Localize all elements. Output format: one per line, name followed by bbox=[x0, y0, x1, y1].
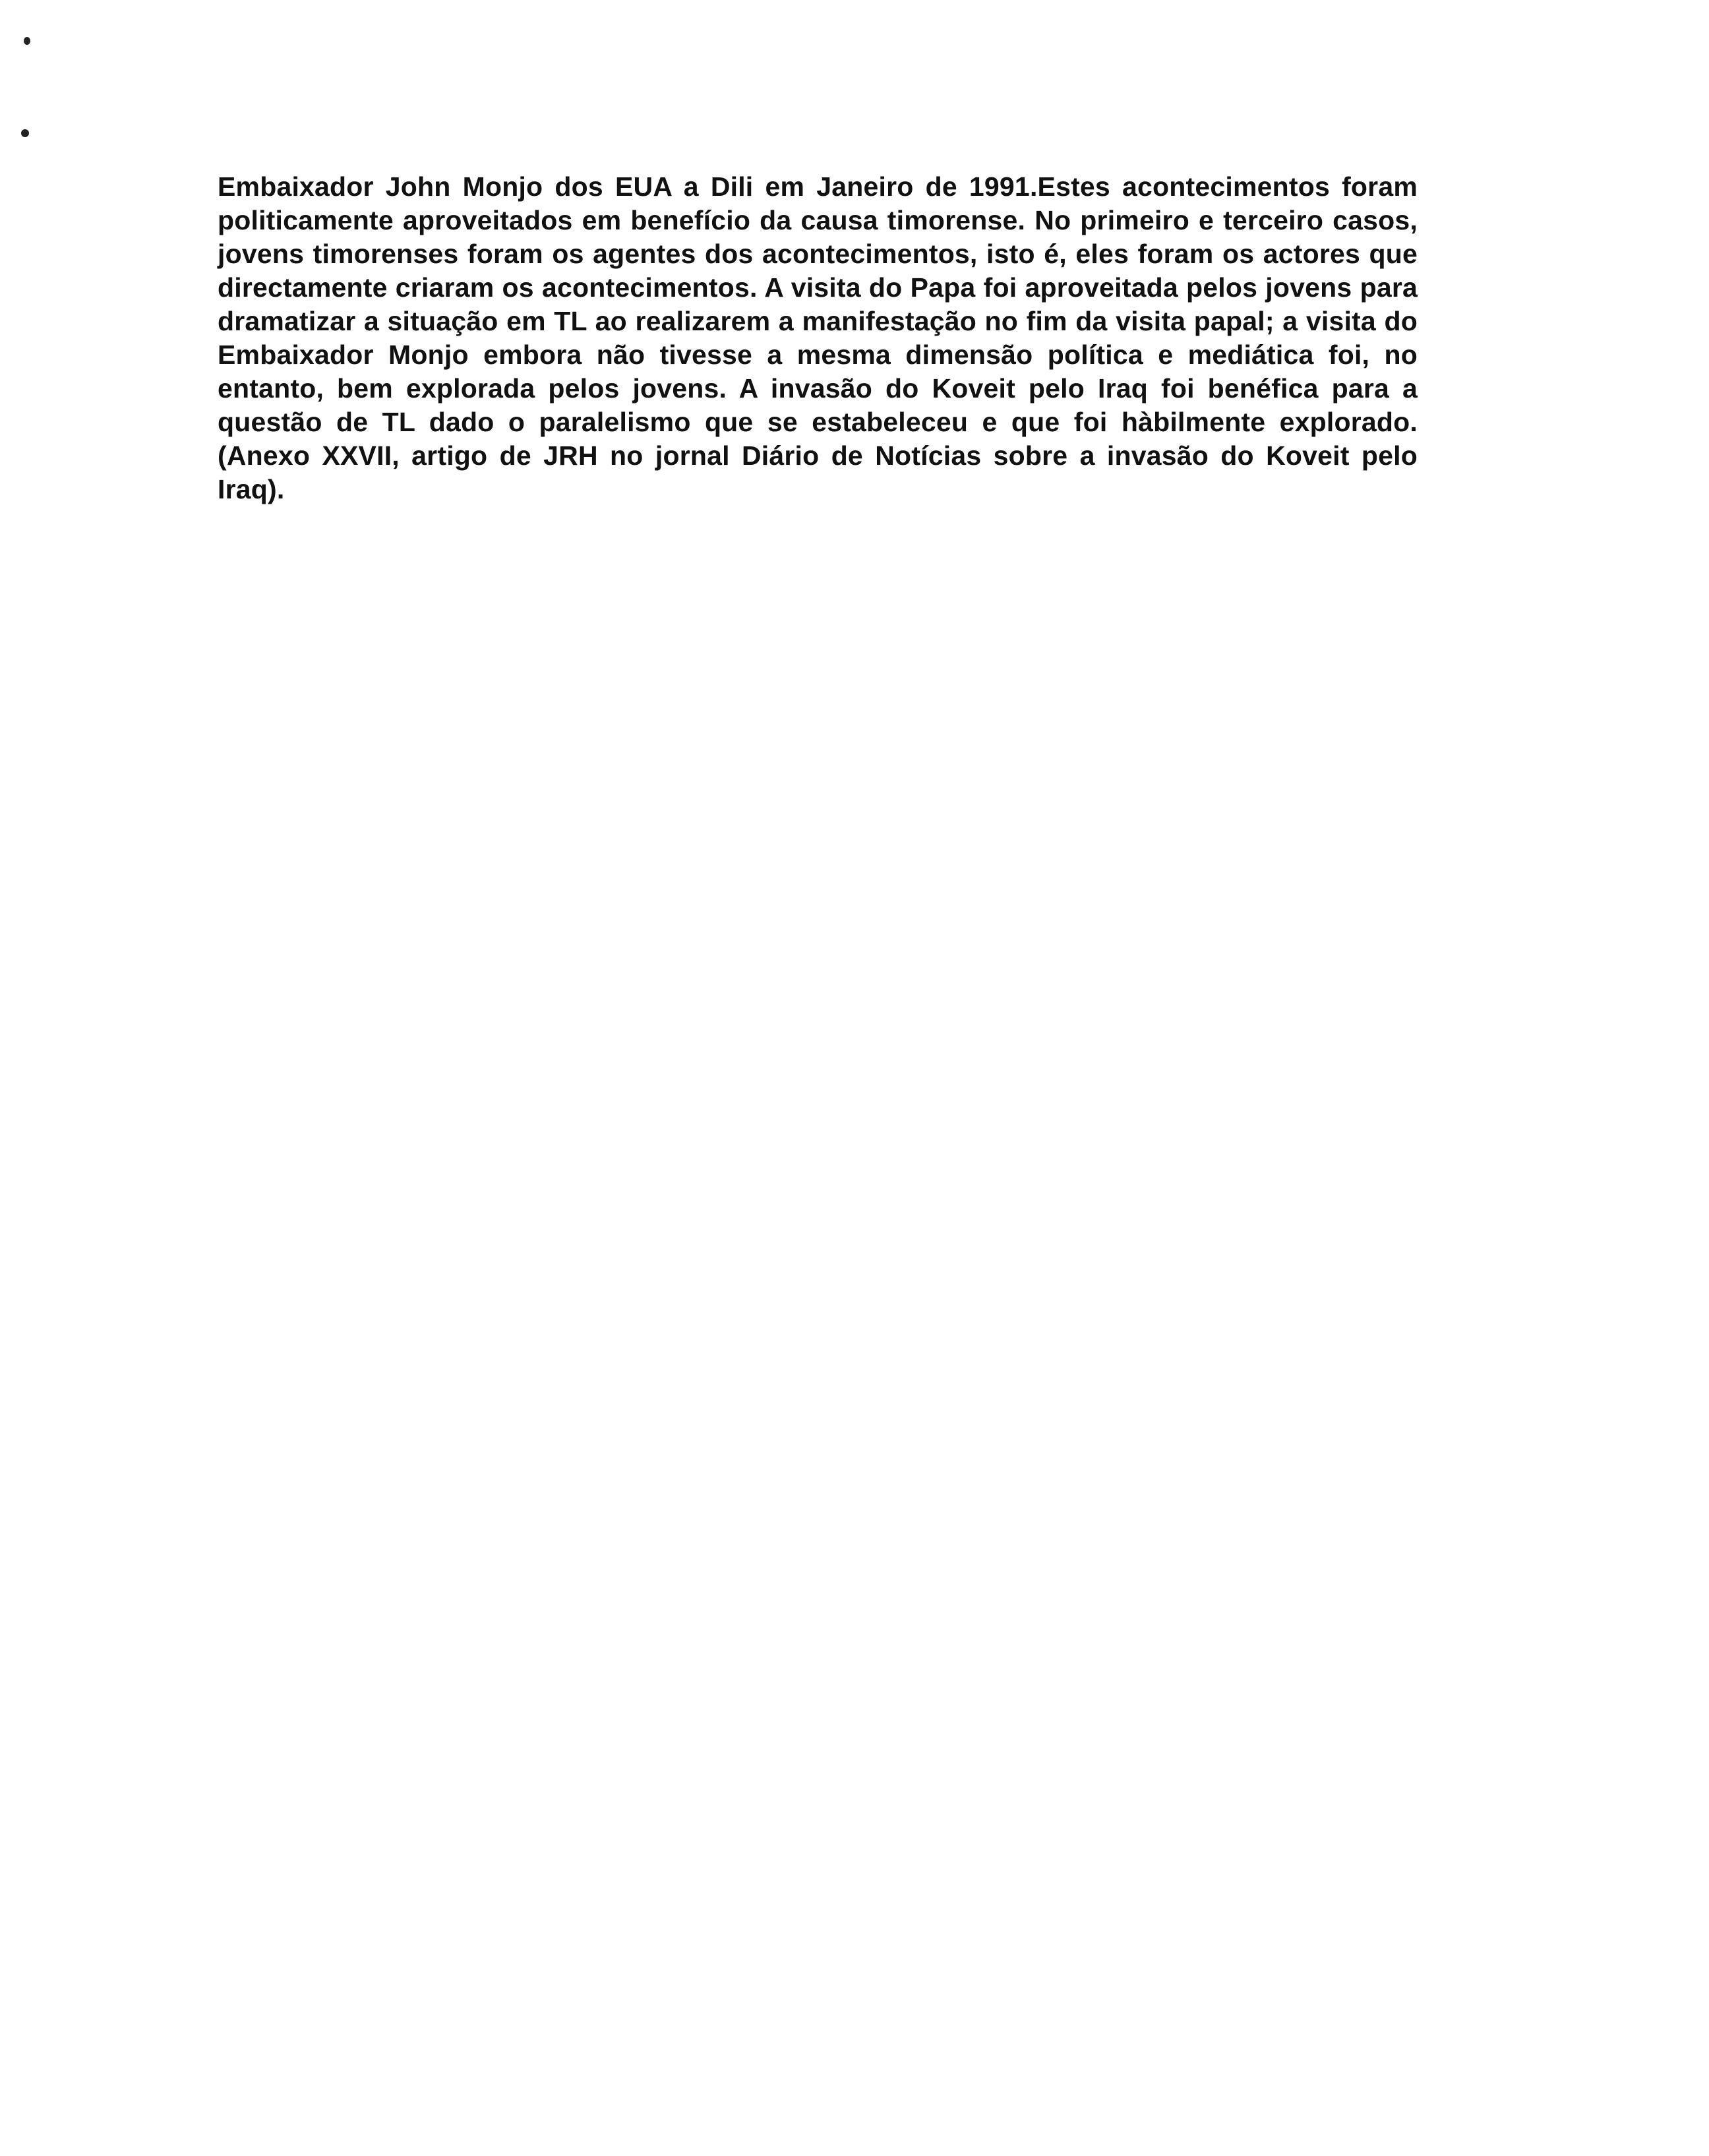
scan-speck bbox=[24, 37, 30, 45]
paragraph-1: Embaixador John Monjo dos EUA a Dili em Janeiro de 1991.Estes acontecimentos foram politicamente aproveitados em benefício da causa timorense. No primeiro e terceiro casos, jovens timorenses foram os agentes dos acontecimentos, isto é, eles foram os actores que directamente criaram os acontecimentos. A visita do Papa foi aproveitada pelos jovens para dramatizar a situação em TL ao realizarem a manifestação no fim da visita papal; a visita do Embaixador Monjo embora não tivesse a mesma dimensão política e mediática foi, no entanto, bem explorada pelos jovens. A invasão do Koveit pelo Iraq foi benéfica para a questão de TL dado o paralelismo que se estabeleceu e que foi hàbilmente explorado. (Anexo XXVII, artigo de JRH no jornal Diário de Notícias sobre a invasão do Koveit pelo Iraq). bbox=[218, 171, 1418, 504]
scan-speck bbox=[21, 129, 29, 137]
document-page bbox=[218, 170, 1418, 543]
